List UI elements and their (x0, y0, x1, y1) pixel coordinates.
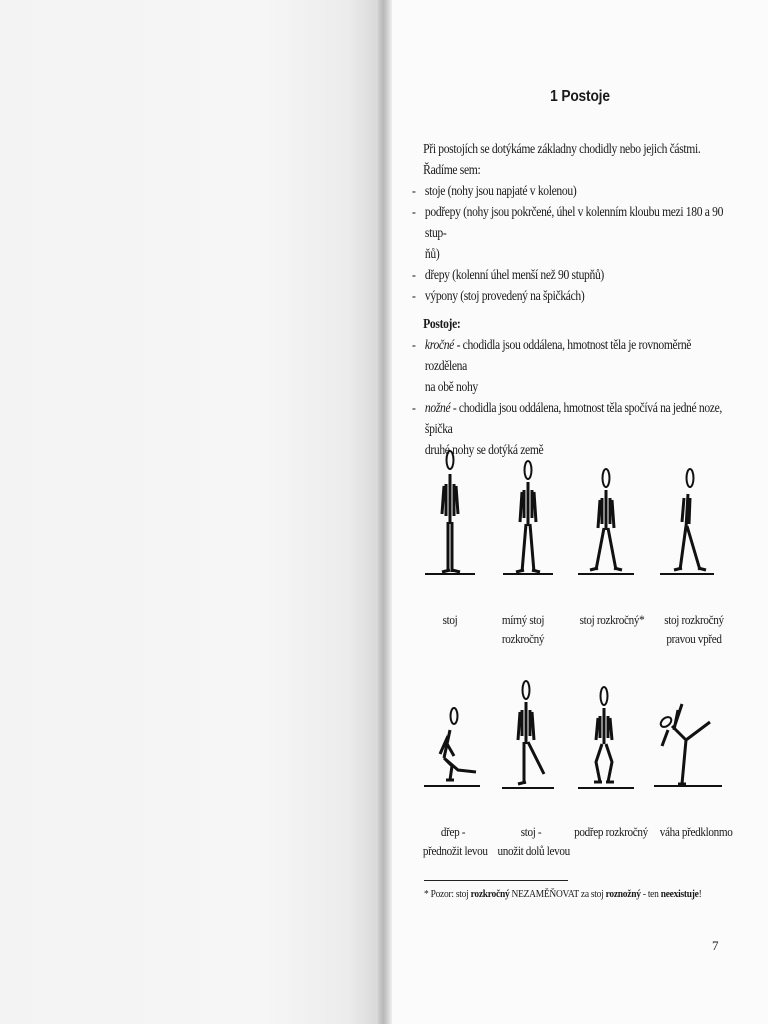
figure-caption: stoj rozkročný pravou vpřed (664, 612, 724, 646)
list-item: - kročné - chodidla jsou oddálena, hmotnost těla je rovnoměrně rozdělena na obě nohy (412, 334, 732, 397)
figure-caption: váha předklonmo (659, 824, 733, 839)
figure-caption: stoj (442, 612, 458, 627)
chapter-title: 1 Postoje (550, 88, 610, 105)
figure-caption: podřep rozkročný (574, 824, 648, 839)
list-item: - výpony (stoj provedený na špičkách) (412, 285, 732, 306)
postoje-section (412, 313, 732, 460)
figure-caption: dřep - přednožit levou (422, 824, 488, 858)
figure-stoj-rozkrocny (576, 464, 636, 579)
figure-caption: stoj - unožit dolů levou (497, 824, 570, 858)
figure-drep-prednozit-levou (420, 700, 484, 792)
figure-stoj-unozit-dolu-levou (498, 676, 558, 792)
figure-podrep-rozkrocny (576, 682, 636, 792)
footnote-divider (424, 880, 568, 881)
intro-section (412, 138, 732, 306)
figure-caption: mírný stoj rozkročný (501, 612, 545, 646)
postoje-list (412, 334, 732, 460)
intro-line: Řadíme sem: (423, 162, 481, 177)
list-item: - stoje (nohy jsou napjaté v kolenou) (412, 180, 732, 201)
list-item: - dřepy (kolenní úhel menší než 90 stupňů) (412, 264, 732, 285)
figure-vaha-predklonmo (652, 700, 724, 792)
section-heading: Postoje: (423, 316, 461, 331)
list-item: - nožné - chodidla jsou oddálena, hmotnost těla spočívá na jedné noze, špička druhé nohy se dotýká země (412, 397, 732, 460)
left-page (0, 0, 378, 1024)
figure-caption: stoj rozkročný* (579, 612, 645, 627)
figure-stoj (420, 444, 480, 579)
footnote: * Pozor: stoj rozkročný NEZAMĚŇOVAT za stoj roznožný - ten neexistuje! (424, 888, 702, 900)
figure-stoj-rozkrocny-pravou-vpred (656, 464, 716, 579)
intro-line: Při postojích se dotýkáme základny chodidly nebo jejich částmi. (423, 141, 701, 156)
book-gutter (378, 0, 392, 1024)
figure-mirny-stoj-rozkrocny (498, 456, 558, 579)
intro-list (412, 180, 732, 306)
page-number: 7 (712, 938, 719, 953)
list-item: - podřepy (nohy jsou pokrčené, úhel v kolenním kloubu mezi 180 a 90 stup- ňů) (412, 201, 732, 264)
